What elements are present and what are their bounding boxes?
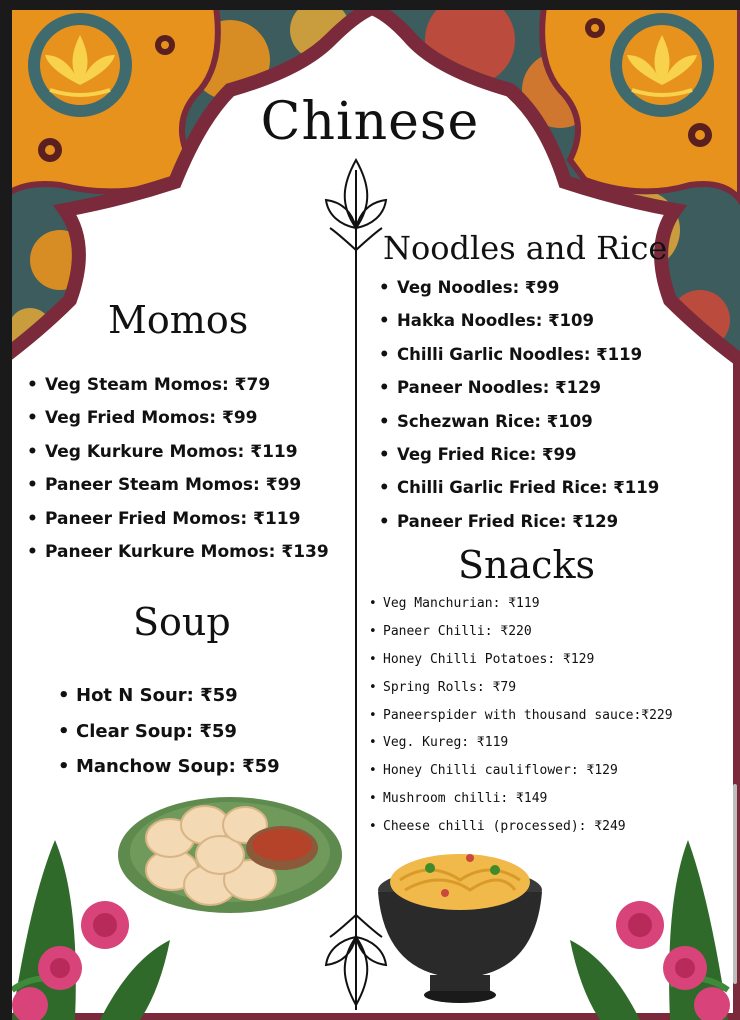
menu-item: • Paneer Kurkure Momos: ₹139	[45, 542, 329, 575]
menu-item: • Honey Chilli cauliflower: ₹129	[383, 763, 673, 791]
noodles-rice-list	[397, 278, 659, 545]
menu-item: • Honey Chilli Potatoes: ₹129	[383, 652, 673, 680]
menu-item: • Hakka Noodles: ₹109	[397, 311, 659, 344]
menu-item: • Hot N Sour: ₹59	[76, 685, 280, 721]
menu-item: • Cheese chilli (processed): ₹249	[383, 819, 673, 847]
menu-item: • Veg. Kureg: ₹119	[383, 735, 673, 763]
page-title: Chinese	[260, 92, 480, 152]
menu-item: • Veg Manchurian: ₹119	[383, 596, 673, 624]
menu-item: • Veg Fried Rice: ₹99	[397, 445, 659, 478]
menu-item: • Paneer Noodles: ₹129	[397, 378, 659, 411]
menu-item: • Paneer Fried Momos: ₹119	[45, 509, 329, 542]
menu-item: • Mushroom chilli: ₹149	[383, 791, 673, 819]
menu-item: • Chilli Garlic Noodles: ₹119	[397, 345, 659, 378]
section-heading-momos: Momos	[108, 298, 249, 342]
menu-item: • Chilli Garlic Fried Rice: ₹119	[397, 478, 659, 511]
section-heading-soup: Soup	[133, 600, 231, 644]
menu-item: • Paneer Steam Momos: ₹99	[45, 475, 329, 508]
section-heading-noodles-rice: Noodles and Rice	[383, 229, 668, 267]
menu-item: • Schezwan Rice: ₹109	[397, 412, 659, 445]
snacks-list	[383, 596, 673, 847]
menu-item: • Veg Steam Momos: ₹79	[45, 375, 329, 408]
menu-item: • Paneer Chilli: ₹220	[383, 624, 673, 652]
scrollbar-thumb[interactable]	[733, 784, 737, 984]
soup-list	[76, 685, 280, 792]
momos-list	[45, 375, 329, 575]
menu-item: • Veg Noodles: ₹99	[397, 278, 659, 311]
momo-plate-image	[118, 797, 342, 913]
menu-item: • Paneerspider with thousand sauce:₹229	[383, 708, 673, 736]
menu-item: • Manchow Soup: ₹59	[76, 756, 280, 792]
section-heading-snacks: Snacks	[458, 543, 595, 587]
menu-item: • Veg Fried Momos: ₹99	[45, 408, 329, 441]
menu-item: • Clear Soup: ₹59	[76, 721, 280, 757]
menu-item: • Spring Rolls: ₹79	[383, 680, 673, 708]
menu-item: • Paneer Fried Rice: ₹129	[397, 512, 659, 545]
menu-item: • Veg Kurkure Momos: ₹119	[45, 442, 329, 475]
